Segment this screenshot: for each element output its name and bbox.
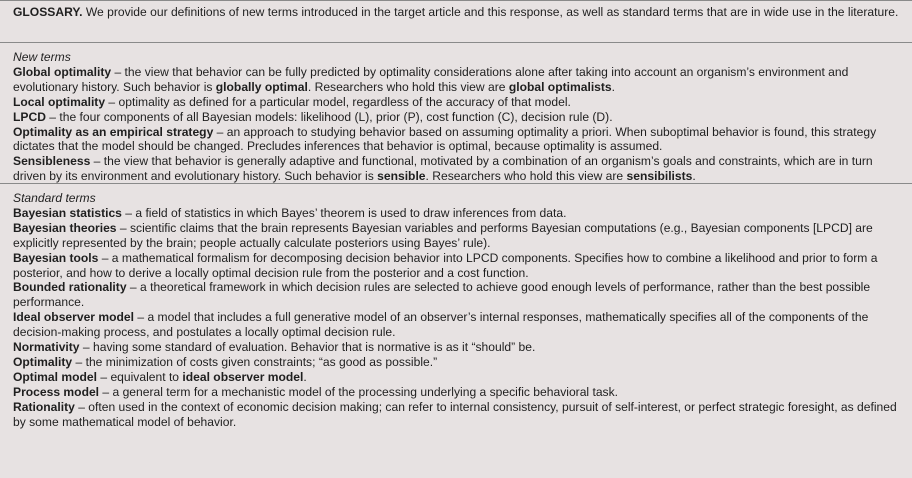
- standard-terms-section: [0, 184, 912, 430]
- entry-term: Bayesian tools: [13, 250, 99, 265]
- entry-text: . Researchers who hold this view are: [425, 169, 627, 184]
- entry-definition: [13, 125, 899, 155]
- entry-term: Local optimality: [13, 94, 106, 109]
- entry-text: .: [303, 369, 307, 384]
- entry-definition: [13, 340, 899, 355]
- entry-text: – optimality as defined for a particular model, regardless of the accuracy of that model.: [105, 94, 571, 109]
- entry-text: – often used in the context of economic decision making; can refer to internal consistency, pursuit of self-interest, or perfect strategic foresight, as defined by some mathematical model of behavior.: [13, 399, 897, 429]
- entry-emphasis: sensible: [377, 169, 426, 184]
- entry-text: – a theoretical framework in which decision rules are selected to achieve good enough levels of performance, rather than the best possible performance.: [13, 280, 871, 310]
- glossary-entry: [13, 110, 899, 125]
- entry-term: Bayesian theories: [13, 220, 117, 235]
- entry-text: – the four components of all Bayesian models: likelihood (L), prior (P), cost function (C), decision rule (D).: [45, 109, 613, 124]
- entry-emphasis: globally optimal: [215, 79, 308, 94]
- glossary-entry: [13, 206, 899, 221]
- intro-paragraph: [13, 5, 899, 20]
- glossary-label: GLOSSARY.: [13, 5, 83, 19]
- entry-text: – a model that includes a full generative model of an observer’s internal responses, mathematically specifies all of the components of the decision-making process, and postulates a locally optimal decision rule.: [13, 310, 869, 340]
- glossary-entry: [13, 340, 899, 355]
- new-terms-heading: New terms: [13, 50, 71, 64]
- entry-definition: [13, 206, 899, 221]
- glossary-entry: [13, 280, 899, 310]
- glossary-entry: [13, 221, 899, 251]
- entry-text: . Researchers who hold this view are: [307, 79, 509, 94]
- glossary-entry: [13, 370, 899, 385]
- entry-text: – having some standard of evaluation. Behavior that is normative is as it “should” be.: [79, 340, 536, 355]
- standard-terms-heading: Standard terms: [13, 191, 96, 205]
- entry-text: – equivalent to: [97, 369, 183, 384]
- intro-text: We provide our definitions of new terms introduced in the target article and this response, as well as standard terms that are in wide use in the literature.: [82, 5, 899, 19]
- entry-term: Optimality as an empirical strategy: [13, 124, 214, 139]
- glossary-entry: [13, 125, 899, 155]
- new-terms-section: [0, 43, 912, 184]
- entry-term: Bayesian statistics: [13, 205, 122, 220]
- entry-definition: [13, 370, 899, 385]
- entry-text: .: [692, 169, 696, 184]
- entry-term: Process model: [13, 384, 100, 399]
- entry-text: – the view that behavior can be fully predicted by optimality considerations alone after taking into account an organism’s environment and evolutionary history. Such behavior is: [13, 64, 849, 94]
- entry-emphasis: sensibilists: [626, 169, 693, 184]
- entry-text: – scientific claims that the brain represents Bayesian variables and performs Bayesian computations (e.g., Bayesian components [LPCD] are explicitly represented by the brain; people actually calculate posteriors using Bayes’ rule).: [13, 220, 873, 250]
- glossary-entry: [13, 65, 899, 95]
- entry-term: Global optimality: [13, 64, 112, 79]
- entry-definition: [13, 154, 899, 184]
- glossary-entry: [13, 355, 899, 370]
- glossary-entry: [13, 251, 899, 281]
- entry-term: Normativity: [13, 340, 80, 355]
- entry-definition: [13, 280, 899, 310]
- glossary-entry: [13, 400, 899, 430]
- entry-definition: [13, 221, 899, 251]
- entry-emphasis: global optimalists: [508, 79, 612, 94]
- entry-term: Optimality: [13, 354, 73, 369]
- entry-emphasis: ideal observer model: [182, 369, 304, 384]
- entry-definition: [13, 110, 899, 125]
- entry-definition: [13, 355, 899, 370]
- entry-text: – a field of statistics in which Bayes’ theorem is used to draw inferences from data.: [121, 205, 567, 220]
- standard-terms-list: [13, 206, 899, 430]
- entry-text: .: [611, 79, 616, 94]
- entry-text: – the view that behavior is generally adaptive and functional, motivated by a combination of an organism’s goals and constraints, which are in turn driven by its environment and evolutionary history. Such behavior is: [13, 154, 873, 184]
- entry-text: – an approach to studying behavior based on assuming optimality a priori. When suboptimal behavior is found, this strategy dictates that the model should be changed. Precludes inferences that behavior is optimal, because optimality is assumed.: [13, 124, 877, 154]
- entry-term: Ideal observer model: [13, 310, 134, 325]
- glossary-intro: [0, 1, 912, 43]
- new-terms-list: [13, 65, 899, 184]
- entry-text: – a mathematical formalism for decomposing decision behavior into LPCD components. Specifies how to combine a likelihood and prior to form a posterior, and how to derive a locally optimal decision rule from the posterior and a cost function.: [13, 250, 878, 280]
- glossary-entry: [13, 154, 899, 184]
- entry-definition: [13, 310, 899, 340]
- entry-term: Sensibleness: [13, 154, 91, 169]
- entry-definition: [13, 65, 899, 95]
- entry-text: – a general term for a mechanistic model of the processing underlying a specific behavioral task.: [99, 384, 619, 399]
- glossary-entry: [13, 385, 899, 400]
- entry-term: LPCD: [13, 109, 46, 124]
- entry-term: Optimal model: [13, 369, 97, 384]
- glossary-entry: [13, 310, 899, 340]
- entry-definition: [13, 385, 899, 400]
- entry-definition: [13, 400, 899, 430]
- entry-term: Rationality: [13, 399, 75, 414]
- entry-definition: [13, 95, 899, 110]
- entry-term: Bounded rationality: [13, 280, 127, 295]
- glossary-entry: [13, 95, 899, 110]
- entry-text: – the minimization of costs given constraints; “as good as possible.”: [72, 354, 438, 369]
- entry-definition: [13, 251, 899, 281]
